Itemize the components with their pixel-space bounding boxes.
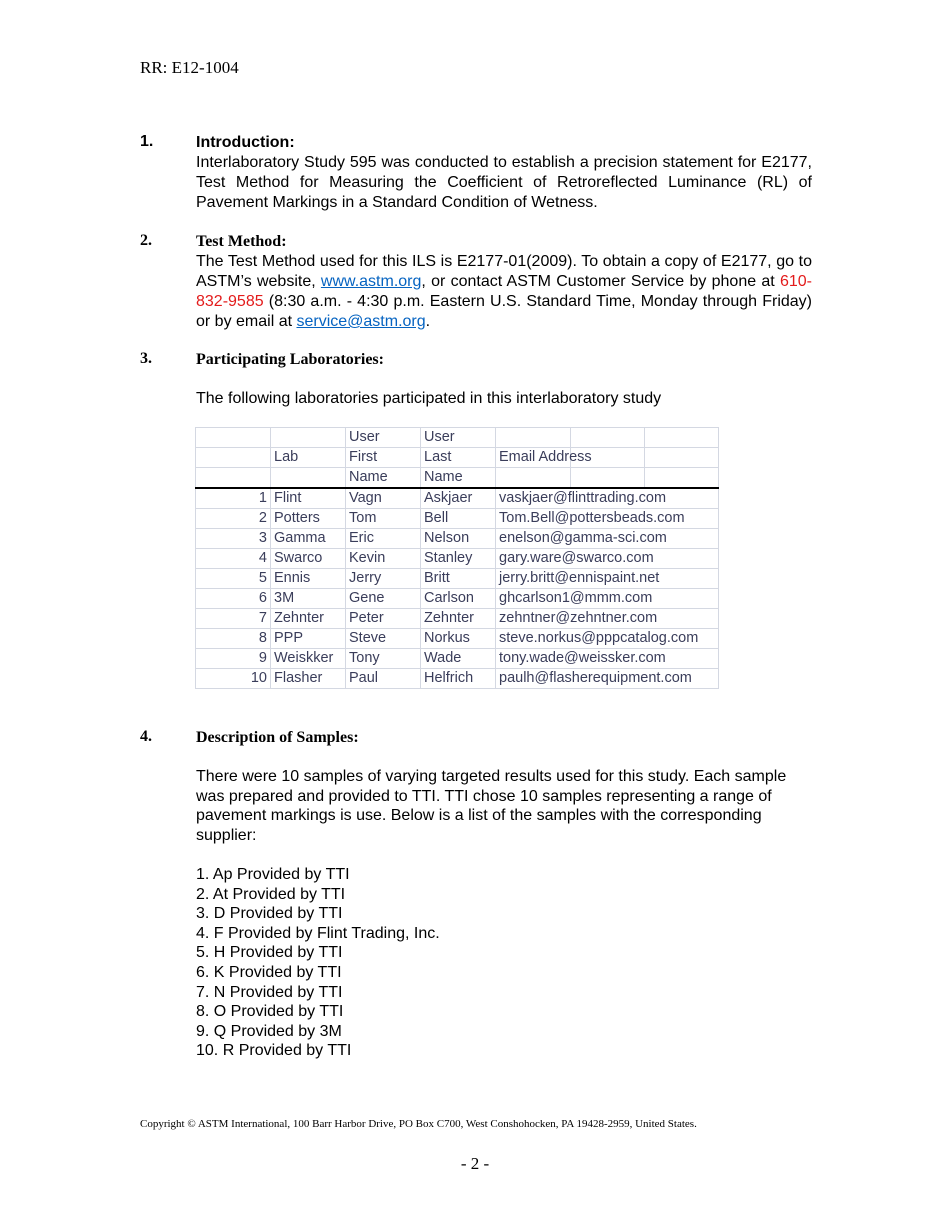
email-cell: gary.ware@swarco.com	[496, 549, 719, 569]
astm-website-link[interactable]: www.astm.org	[320, 273, 422, 290]
section-number: 4.	[140, 728, 152, 745]
last-name-cell: Bell	[421, 509, 496, 529]
section-number: 1.	[140, 133, 154, 150]
section-number: 2.	[140, 232, 152, 249]
lab-number-cell: 5	[196, 569, 271, 589]
section-intro-text: The following laboratories participated in this interlaboratory study	[196, 390, 662, 407]
lab-number-cell: 10	[196, 669, 271, 689]
header-cell: Name	[421, 468, 496, 489]
laboratory-table	[195, 427, 718, 689]
section-text: There were 10 samples of varying targeted results used for this study. Each sample was prepared and provided to TTI. TTI chose 10 samples representing a range of pavement markings is use. Below is a list of the samples with the corresponding supplier:	[196, 768, 787, 844]
header-cell: First	[346, 448, 421, 468]
list-item: 7. N Provided by TTI	[196, 983, 343, 1001]
last-name-cell: Wade	[421, 649, 496, 669]
list-item: 5. H Provided by TTI	[196, 944, 343, 962]
section-title: Participating Laboratories:	[196, 351, 384, 368]
header-row	[196, 448, 719, 468]
section-participating-labs	[140, 350, 812, 409]
section-number: 3.	[140, 350, 152, 367]
last-name-cell: Stanley	[421, 549, 496, 569]
table-row	[196, 549, 719, 569]
email-cell: Tom.Bell@pottersbeads.com	[496, 509, 719, 529]
lab-number-cell: 9	[196, 649, 271, 669]
section-title: Test Method:	[196, 233, 287, 250]
header-cell: User	[421, 428, 496, 448]
lab-name-cell: Zehnter	[271, 609, 346, 629]
header-cell: Email Address	[496, 448, 571, 468]
list-item: 8. O Provided by TTI	[196, 1003, 344, 1021]
header-cell	[196, 428, 271, 448]
section-title: Description of Samples:	[196, 729, 359, 746]
header-cell	[645, 428, 719, 448]
section-text	[196, 252, 812, 332]
header-cell	[196, 448, 271, 468]
email-cell: tony.wade@weissker.com	[496, 649, 719, 669]
first-name-cell: Kevin	[346, 549, 421, 569]
last-name-cell: Britt	[421, 569, 496, 589]
sample-list	[196, 865, 812, 1061]
list-item: 10. R Provided by TTI	[196, 1042, 352, 1060]
table-row	[196, 589, 719, 609]
email-cell: paulh@flasherequipment.com	[496, 669, 719, 689]
service-email-link[interactable]: service@astm.org	[296, 313, 426, 330]
last-name-cell: Carlson	[421, 589, 496, 609]
last-name-cell: Askjaer	[421, 488, 496, 509]
lab-name-cell: Swarco	[271, 549, 346, 569]
laboratory-spreadsheet	[195, 427, 719, 689]
last-name-cell: Norkus	[421, 629, 496, 649]
lab-number-cell: 6	[196, 589, 271, 609]
list-item: 4. F Provided by Flint Trading, Inc.	[196, 924, 440, 942]
header-row	[196, 468, 719, 489]
header-cell	[645, 448, 719, 468]
header-cell: User	[346, 428, 421, 448]
lab-number-cell: 8	[196, 629, 271, 649]
header-row	[196, 428, 719, 448]
last-name-cell: Helfrich	[421, 669, 496, 689]
header-cell	[571, 428, 645, 448]
email-cell: ghcarlson1@mmm.com	[496, 589, 719, 609]
lab-number-cell: 2	[196, 509, 271, 529]
lab-name-cell: PPP	[271, 629, 346, 649]
list-item: 3. D Provided by TTI	[196, 905, 343, 923]
email-cell: zehntner@zehntner.com	[496, 609, 719, 629]
lab-number-cell: 7	[196, 609, 271, 629]
header-cell	[271, 428, 346, 448]
lab-name-cell: Potters	[271, 509, 346, 529]
lab-number-cell: 3	[196, 529, 271, 549]
table-row	[196, 609, 719, 629]
list-item: 9. Q Provided by 3M	[196, 1022, 342, 1040]
first-name-cell: Jerry	[346, 569, 421, 589]
table-row	[196, 488, 719, 509]
email-cell: vaskjaer@flinttrading.com	[496, 488, 719, 509]
header-cell	[645, 468, 719, 489]
lab-name-cell: Flint	[271, 488, 346, 509]
list-item: 2. At Provided by TTI	[196, 885, 346, 903]
last-name-cell: Zehnter	[421, 609, 496, 629]
header-cell: Name	[346, 468, 421, 489]
section-title: Introduction:	[196, 134, 295, 151]
header-cell	[271, 468, 346, 489]
lab-number-cell: 1	[196, 488, 271, 509]
header-cell	[496, 428, 571, 448]
copyright-notice: Copyright © ASTM International, 100 Barr Harbor Drive, PO Box C700, West Conshohocken, PA 19428-2959, United States.	[140, 1118, 697, 1130]
email-cell: steve.norkus@pppcatalog.com	[496, 629, 719, 649]
table-row	[196, 669, 719, 689]
lab-name-cell: Weiskker	[271, 649, 346, 669]
method-text-2: , or contact ASTM Customer Service by phone at	[421, 273, 780, 290]
table-row	[196, 649, 719, 669]
email-cell: jerry.britt@ennispaint.net	[496, 569, 719, 589]
section-text: Interlaboratory Study 595 was conducted to establish a precision statement for E2177, Test Method for Measuring the Coefficient of Retroreflected Luminance (RL) of Pavement Markings in a Standard Condition of Wetness.	[196, 154, 812, 211]
table-row	[196, 629, 719, 649]
section-test-method	[140, 232, 812, 332]
last-name-cell: Nelson	[421, 529, 496, 549]
first-name-cell: Gene	[346, 589, 421, 609]
table-row	[196, 529, 719, 549]
lab-name-cell: Ennis	[271, 569, 346, 589]
phone-number: 610-832-9585	[196, 273, 812, 310]
table-row	[196, 509, 719, 529]
first-name-cell: Paul	[346, 669, 421, 689]
first-name-cell: Steve	[346, 629, 421, 649]
method-text-1: The Test Method used for this ILS is E2177-01(2009). To obtain a copy of E2177, go to ASTM’s website,	[196, 253, 812, 290]
first-name-cell: Eric	[346, 529, 421, 549]
list-item: 6. K Provided by TTI	[196, 963, 342, 981]
header-cell	[196, 468, 271, 489]
report-id: RR: E12-1004	[140, 58, 239, 77]
method-text-4: .	[425, 313, 431, 330]
table-row	[196, 569, 719, 589]
lab-name-cell: Flasher	[271, 669, 346, 689]
section-introduction	[140, 133, 812, 213]
lab-name-cell: Gamma	[271, 529, 346, 549]
header-cell	[571, 468, 645, 489]
lab-number-cell: 4	[196, 549, 271, 569]
first-name-cell: Vagn	[346, 488, 421, 509]
list-item: 1. Ap Provided by TTI	[196, 865, 350, 883]
email-cell: enelson@gamma-sci.com	[496, 529, 719, 549]
header-cell: Lab	[271, 448, 346, 468]
lab-name-cell: 3M	[271, 589, 346, 609]
page-number: - 2 -	[460, 1154, 490, 1173]
first-name-cell: Tony	[346, 649, 421, 669]
section-description-of-samples	[140, 728, 812, 1061]
header-cell: Last	[421, 448, 496, 468]
method-text-3: (8:30 a.m. - 4:30 p.m. Eastern U.S. Standard Time, Monday through Friday) or by email at	[196, 293, 812, 330]
first-name-cell: Peter	[346, 609, 421, 629]
first-name-cell: Tom	[346, 509, 421, 529]
header-cell	[496, 468, 571, 489]
